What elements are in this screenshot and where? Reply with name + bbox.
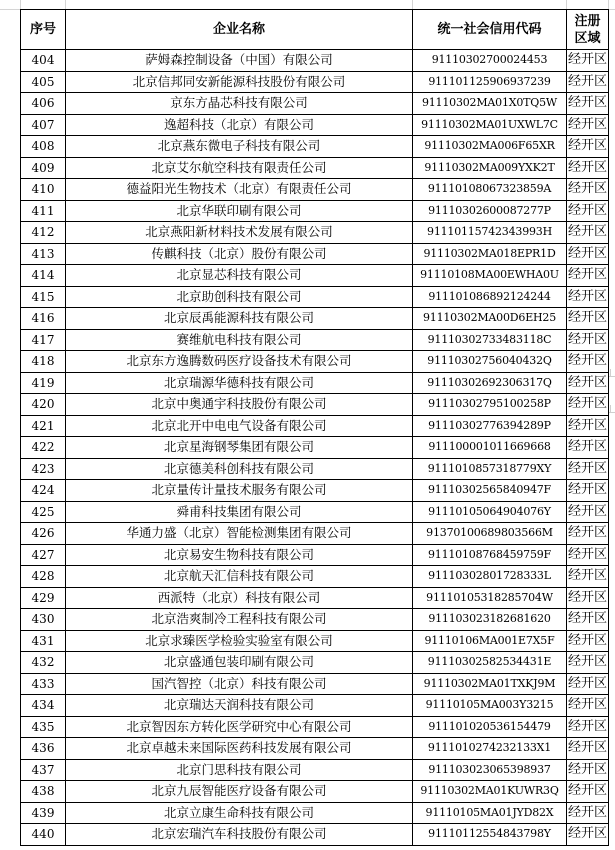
column-divider	[566, 0, 567, 9]
cell-index: 412	[21, 222, 66, 244]
cell-credit-code: 91110302756040432Q	[413, 351, 567, 373]
cell-credit-code: 91110302MA01X0TQ5W	[413, 93, 567, 115]
cell-company-name: 北京中奥通宇科技股份有限公司	[66, 394, 413, 416]
cell-company-name: 华通力盛（北京）智能检测集团有限公司	[66, 523, 413, 545]
column-divider	[20, 0, 21, 9]
cell-region: 经开区	[567, 222, 609, 244]
cell-index: 415	[21, 286, 66, 308]
cell-index: 414	[21, 265, 66, 287]
header-index: 序号	[21, 10, 66, 50]
cell-region: 经开区	[567, 136, 609, 158]
cell-index: 427	[21, 544, 66, 566]
header-region-text: 注册区域	[574, 13, 601, 46]
table-row	[21, 824, 609, 846]
cell-region: 经开区	[567, 200, 609, 222]
cell-credit-code: 91110302MA00D6EH25	[413, 308, 567, 330]
table-row	[21, 652, 609, 674]
table-row	[21, 71, 609, 93]
cell-company-name: 德益阳光生物技术（北京）有限责任公司	[66, 179, 413, 201]
cell-credit-code: 91370100689803566M	[413, 523, 567, 545]
cell-company-name: 赛维航电科技有限公司	[66, 329, 413, 351]
cell-credit-code: 91110105MA01JYD82X	[413, 802, 567, 824]
cell-index: 437	[21, 759, 66, 781]
cell-index: 439	[21, 802, 66, 824]
cell-company-name: 北京易安生物科技有限公司	[66, 544, 413, 566]
row-divider-mark	[608, 376, 615, 377]
cell-index: 420	[21, 394, 66, 416]
table-row	[21, 695, 609, 717]
cell-index: 409	[21, 157, 66, 179]
cell-credit-code: 91110302MA01TXKJ9M	[413, 673, 567, 695]
table-row	[21, 523, 609, 545]
table-row	[21, 802, 609, 824]
cell-company-name: 舜甫科技集团有限公司	[66, 501, 413, 523]
cell-region: 经开区	[567, 652, 609, 674]
cell-company-name: 北京求臻医学检验实验室有限公司	[66, 630, 413, 652]
cell-region: 经开区	[567, 802, 609, 824]
cell-company-name: 逸超科技（北京）有限公司	[66, 114, 413, 136]
cell-company-name: 国汽智控（北京）科技有限公司	[66, 673, 413, 695]
table-row	[21, 480, 609, 502]
cell-region: 经开区	[567, 523, 609, 545]
cell-region: 经开区	[567, 566, 609, 588]
cell-region: 经开区	[567, 759, 609, 781]
cell-credit-code: 91110112554843798Y	[413, 824, 567, 846]
cell-region: 经开区	[567, 501, 609, 523]
cell-region: 经开区	[567, 351, 609, 373]
cell-region: 经开区	[567, 243, 609, 265]
table-row	[21, 781, 609, 803]
table-row	[21, 716, 609, 738]
cell-credit-code: 91110112590693723​9	[413, 71, 567, 93]
cell-company-name: 北京卓越未来国际医药科技发展有限公司	[66, 738, 413, 760]
cell-company-name: 北京门思科技有限公司	[66, 759, 413, 781]
cell-credit-code: 91110302MA01KUWR3Q	[413, 781, 567, 803]
cell-company-name: 北京盛通包装印刷有限公司	[66, 652, 413, 674]
table-row	[21, 501, 609, 523]
cell-index: 408	[21, 136, 66, 158]
cell-credit-code: 91110108067323859A	[413, 179, 567, 201]
cell-company-name: 北京九辰智能医疗设备有限公司	[66, 781, 413, 803]
cell-company-name: 北京燕东微电子科技有限公司	[66, 136, 413, 158]
cell-credit-code: 91110105064904076Y	[413, 501, 567, 523]
table-row	[21, 329, 609, 351]
cell-index: 417	[21, 329, 66, 351]
cell-company-name: 北京助创科技有限公司	[66, 286, 413, 308]
cell-credit-code: 91110302700024453	[413, 50, 567, 72]
cell-company-name: 北京显芯科技有限公司	[66, 265, 413, 287]
cell-region: 经开区	[567, 587, 609, 609]
cell-credit-code: 91110302MA018EPR1D	[413, 243, 567, 265]
table-row	[21, 200, 609, 222]
cell-index: 428	[21, 566, 66, 588]
cell-company-name: 北京辰禹能源科技有限公司	[66, 308, 413, 330]
table-row	[21, 566, 609, 588]
cell-region: 经开区	[567, 630, 609, 652]
table-row	[21, 609, 609, 631]
table-row	[21, 286, 609, 308]
cell-index: 424	[21, 480, 66, 502]
cell-region: 经开区	[567, 308, 609, 330]
cell-region: 经开区	[567, 372, 609, 394]
cell-company-name: 京东方晶芯科技有限公司	[66, 93, 413, 115]
cell-credit-code: 91110302776394289P	[413, 415, 567, 437]
cell-index: 430	[21, 609, 66, 631]
cell-company-name: 北京燕阳新材料技术发展有限公司	[66, 222, 413, 244]
cell-index: 440	[21, 824, 66, 846]
cell-region: 经开区	[567, 265, 609, 287]
cell-company-name: 北京瑞达天润科技有限公司	[66, 695, 413, 717]
cell-credit-code: 91110302733483118C	[413, 329, 567, 351]
cell-credit-code: 91110105318285704W	[413, 587, 567, 609]
table-row	[21, 673, 609, 695]
table-row	[21, 759, 609, 781]
cell-credit-code: 91110302795100258P	[413, 394, 567, 416]
cell-region: 经开区	[567, 609, 609, 631]
cell-region: 经开区	[567, 329, 609, 351]
cell-index: 436	[21, 738, 66, 760]
cell-company-name: 北京立康生命科技有限公司	[66, 802, 413, 824]
cell-credit-code: 91110108573187​79XY	[413, 458, 567, 480]
row-divider-mark	[608, 412, 615, 413]
cell-index: 423	[21, 458, 66, 480]
table-row	[21, 437, 609, 459]
cell-credit-code: 91110302582534431E	[413, 652, 567, 674]
cell-region: 经开区	[567, 286, 609, 308]
column-divider	[412, 0, 413, 9]
table-row	[21, 738, 609, 760]
cell-credit-code: 91110108689212424​4	[413, 286, 567, 308]
header-code: 统一社会信用代码	[413, 10, 567, 50]
table-row	[21, 394, 609, 416]
cell-credit-code: 91110108MA00EWHA0U	[413, 265, 567, 287]
row-divider-mark	[610, 405, 611, 412]
table-row	[21, 415, 609, 437]
cell-index: 438	[21, 781, 66, 803]
cell-credit-code: 91110000101166966​8	[413, 437, 567, 459]
cell-index: 410	[21, 179, 66, 201]
cell-region: 经开区	[567, 695, 609, 717]
table-row	[21, 136, 609, 158]
cell-credit-code: 91110302MA006F65XR	[413, 136, 567, 158]
table-row	[21, 458, 609, 480]
table-row	[21, 265, 609, 287]
cell-region: 经开区	[567, 93, 609, 115]
cell-region: 经开区	[567, 458, 609, 480]
cell-company-name: 传麒科技（北京）股份有限公司	[66, 243, 413, 265]
table-header-row	[21, 10, 609, 50]
cell-credit-code: 91110302306539893​7	[413, 759, 567, 781]
cell-company-name: 北京智因东方转化医学研究中心有限公司	[66, 716, 413, 738]
cell-company-name: 北京华联印刷有限公司	[66, 200, 413, 222]
table-row	[21, 372, 609, 394]
cell-region: 经开区	[567, 179, 609, 201]
cell-company-name: 萨姆森控制设备（中国）有限公司	[66, 50, 413, 72]
cell-index: 413	[21, 243, 66, 265]
cell-region: 经开区	[567, 824, 609, 846]
cell-region: 经开区	[567, 716, 609, 738]
row-divider-mark	[610, 369, 611, 376]
table-row	[21, 93, 609, 115]
table-row	[21, 157, 609, 179]
cell-region: 经开区	[567, 781, 609, 803]
cell-index: 411	[21, 200, 66, 222]
cell-index: 432	[21, 652, 66, 674]
cell-credit-code: 91110302801728333L	[413, 566, 567, 588]
cell-company-name: 北京航天汇信科技有限公司	[66, 566, 413, 588]
cell-region: 经开区	[567, 437, 609, 459]
cell-company-name: 北京信邦同安新能源科技股份有限公司	[66, 71, 413, 93]
cell-credit-code: 91110302692306317Q	[413, 372, 567, 394]
cell-credit-code: 91110302565840947F	[413, 480, 567, 502]
cell-index: 426	[21, 523, 66, 545]
cell-company-name: 北京瑞源华德科技有限公司	[66, 372, 413, 394]
cell-company-name: 西派特（北京）科技有限公司	[66, 587, 413, 609]
cell-credit-code: 91110302MA009YXK2T	[413, 157, 567, 179]
cell-index: 404	[21, 50, 66, 72]
header-name: 企业名称	[66, 10, 413, 50]
table-row	[21, 587, 609, 609]
table-row	[21, 243, 609, 265]
cell-company-name: 北京宏瑞汽车科技股份有限公司	[66, 824, 413, 846]
cell-company-name: 北京东方逸腾数码医疗设备技术有限公司	[66, 351, 413, 373]
cell-credit-code: 91110108768459759F	[413, 544, 567, 566]
cell-index: 435	[21, 716, 66, 738]
cell-region: 经开区	[567, 157, 609, 179]
cell-region: 经开区	[567, 394, 609, 416]
cell-index: 434	[21, 695, 66, 717]
cell-credit-code: 91110302318268162​0	[413, 609, 567, 631]
cell-company-name: 北京北开中电电气设备有限公司	[66, 415, 413, 437]
column-divider	[65, 0, 66, 9]
table-row	[21, 179, 609, 201]
table-row	[21, 114, 609, 136]
cell-credit-code: 91110302MA01UXWL7C	[413, 114, 567, 136]
table-row	[21, 544, 609, 566]
header-region	[567, 10, 609, 50]
cell-credit-code: 91110105MA003Y3215	[413, 695, 567, 717]
cell-region: 经开区	[567, 50, 609, 72]
cell-index: 405	[21, 71, 66, 93]
cell-index: 421	[21, 415, 66, 437]
cell-region: 经开区	[567, 544, 609, 566]
cell-region: 经开区	[567, 71, 609, 93]
cell-region: 经开区	[567, 738, 609, 760]
cell-index: 433	[21, 673, 66, 695]
cell-region: 经开区	[567, 480, 609, 502]
cell-index: 407	[21, 114, 66, 136]
cell-company-name: 北京量传计量技术服务有限公司	[66, 480, 413, 502]
cell-company-name: 北京浩爽制冷工程科技有限公司	[66, 609, 413, 631]
table-row	[21, 222, 609, 244]
cell-credit-code: 91110302600087277P	[413, 200, 567, 222]
cell-credit-code: 91110115742343993H	[413, 222, 567, 244]
cell-index: 425	[21, 501, 66, 523]
cell-credit-code: 91110102742321​33X1	[413, 738, 567, 760]
table-row	[21, 630, 609, 652]
table-row	[21, 308, 609, 330]
cell-index: 418	[21, 351, 66, 373]
cell-index: 419	[21, 372, 66, 394]
cell-index: 422	[21, 437, 66, 459]
cell-index: 406	[21, 93, 66, 115]
cell-credit-code: 91110106MA001E7X5F	[413, 630, 567, 652]
cell-region: 经开区	[567, 673, 609, 695]
cell-company-name: 北京星海钢琴集团有限公司	[66, 437, 413, 459]
cell-company-name: 北京德美科创科技有限公司	[66, 458, 413, 480]
table-row	[21, 351, 609, 373]
cell-region: 经开区	[567, 415, 609, 437]
column-divider	[608, 0, 609, 9]
table-row	[21, 50, 609, 72]
cell-index: 416	[21, 308, 66, 330]
cell-company-name: 北京艾尔航空科技有限责任公司	[66, 157, 413, 179]
enterprise-table	[20, 9, 609, 846]
cell-index: 431	[21, 630, 66, 652]
cell-region: 经开区	[567, 114, 609, 136]
cell-index: 429	[21, 587, 66, 609]
cell-credit-code: 91110102053615447​9	[413, 716, 567, 738]
